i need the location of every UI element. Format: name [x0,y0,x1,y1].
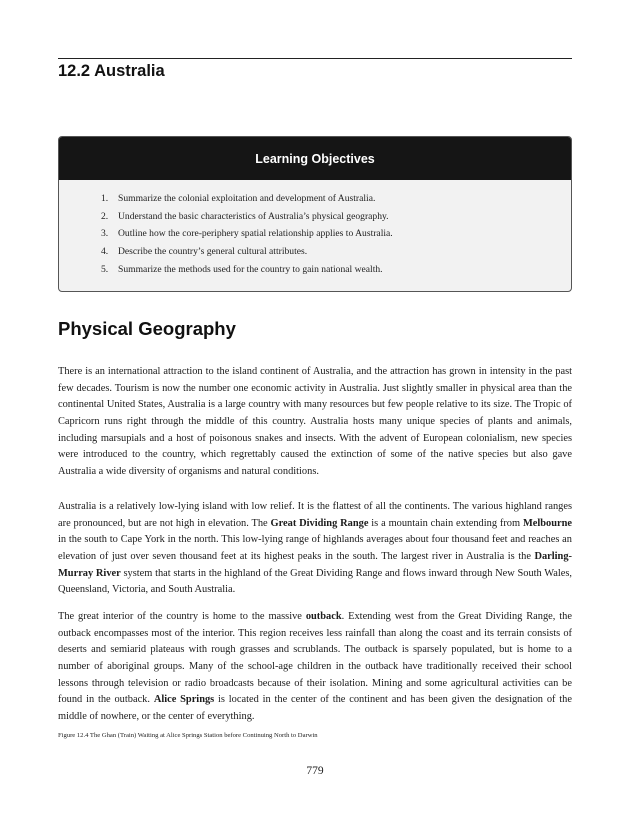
section-heading: 12.2 Australia [58,62,165,80]
paragraph-tourism: There is an international attraction to the island continent of Australia, and the attraction has grown in intensity in the past few decades. Tourism is now the number one economic activity in Australia. Just slightly smaller in physical area than the continental United States, Australia is a large country with many resources but few people relative to its size. The Tropic of Capricorn runs right through the middle of this country. Australia hosts many unique species of plants and animals, including marsupials and a host of poisonous snakes and insects. With the advent of European colonialism, new species were introduced to the country, which regrettably caused the extinction of some of the native species but also gave Australia a wide diversity of organisms and natural conditions. [58,366,572,477]
objective-item [101,190,571,208]
paragraph-outback [58,609,572,726]
objective-number: 1. [101,193,109,204]
objective-item [101,208,571,226]
term-alice-springs: Alice Springs [153,694,215,706]
objective-text: Outline how the core-periphery spatial relationship applies to Australia. [118,228,393,240]
learning-objectives-title: Learning Objectives [59,137,571,180]
top-rule [58,58,572,59]
objective-item [101,261,571,279]
figure-caption: Figure 12.4 The Ghan (Train) Waiting at Alice Springs Station before Continuing North to Darwin [58,732,318,739]
term-great-dividing-range: Great Dividing Range [270,517,369,529]
objective-number: 3. [101,228,109,240]
learning-objectives-list [59,180,571,279]
page-number: 779 [306,765,324,777]
text-run: in the south to Cape York in the north. This low-lying range of highlands averages about four thousand feet and reaches an elevation of just over seven thousand feet at its highest peaks in the south. The largest river in Australia is the [58,534,572,562]
objective-item [101,225,571,243]
objective-text: Understand the basic characteristics of Australia’s physical geography. [118,210,389,222]
text-run: is a mountain chain extending from [368,517,523,529]
objective-number: 2. [101,210,109,222]
objective-text: Summarize the colonial exploitation and development of Australia. [118,193,376,204]
objective-item [101,243,571,261]
physical-geography-heading: Physical Geography [58,318,236,339]
learning-objectives-box [58,136,572,292]
term-melbourne: Melbourne [522,517,572,529]
text-run: is located in the center of the continent and has been given the designation of the middle of nowhere, or the center of everything. [58,694,572,722]
term-darling-murray-river: Darling-Murray River [58,550,572,579]
paragraph-relief [58,499,572,599]
text-run: system that starts in the highland of the Great Dividing Range and flows inward through New South Wales, Queensland, Victoria, and South Australia. [58,567,572,596]
objective-number: 5. [101,263,109,275]
text-run: The great interior of the country is home to the massive [58,611,306,622]
term-outback: outback [305,611,342,622]
text-run: Australia is a relatively low-lying island with low relief. It is the flattest of all the continents. The various highland ranges are pronounced, but are not high in elevation. The [58,501,572,529]
objective-text: Describe the country’s general cultural attributes. [118,246,308,258]
objective-number: 4. [101,246,109,258]
objective-text: Summarize the methods used for the country to gain national wealth. [118,263,383,275]
text-run: . Extending west from the Great Dividing Range, the outback encompasses most of the interior. This region receives less rainfall than along the coast and its terrain consists of deserts and semiarid plateaus with rough grasses and scrublands. The outback is sparsely populated, but is home to a number of aboriginal groups. Many of the school-age children in the outback have traditionally received their school lessons through television or radio broadcasts because of their isolation. Mining and some agricultural activities can be found in the outback. [58,611,572,706]
